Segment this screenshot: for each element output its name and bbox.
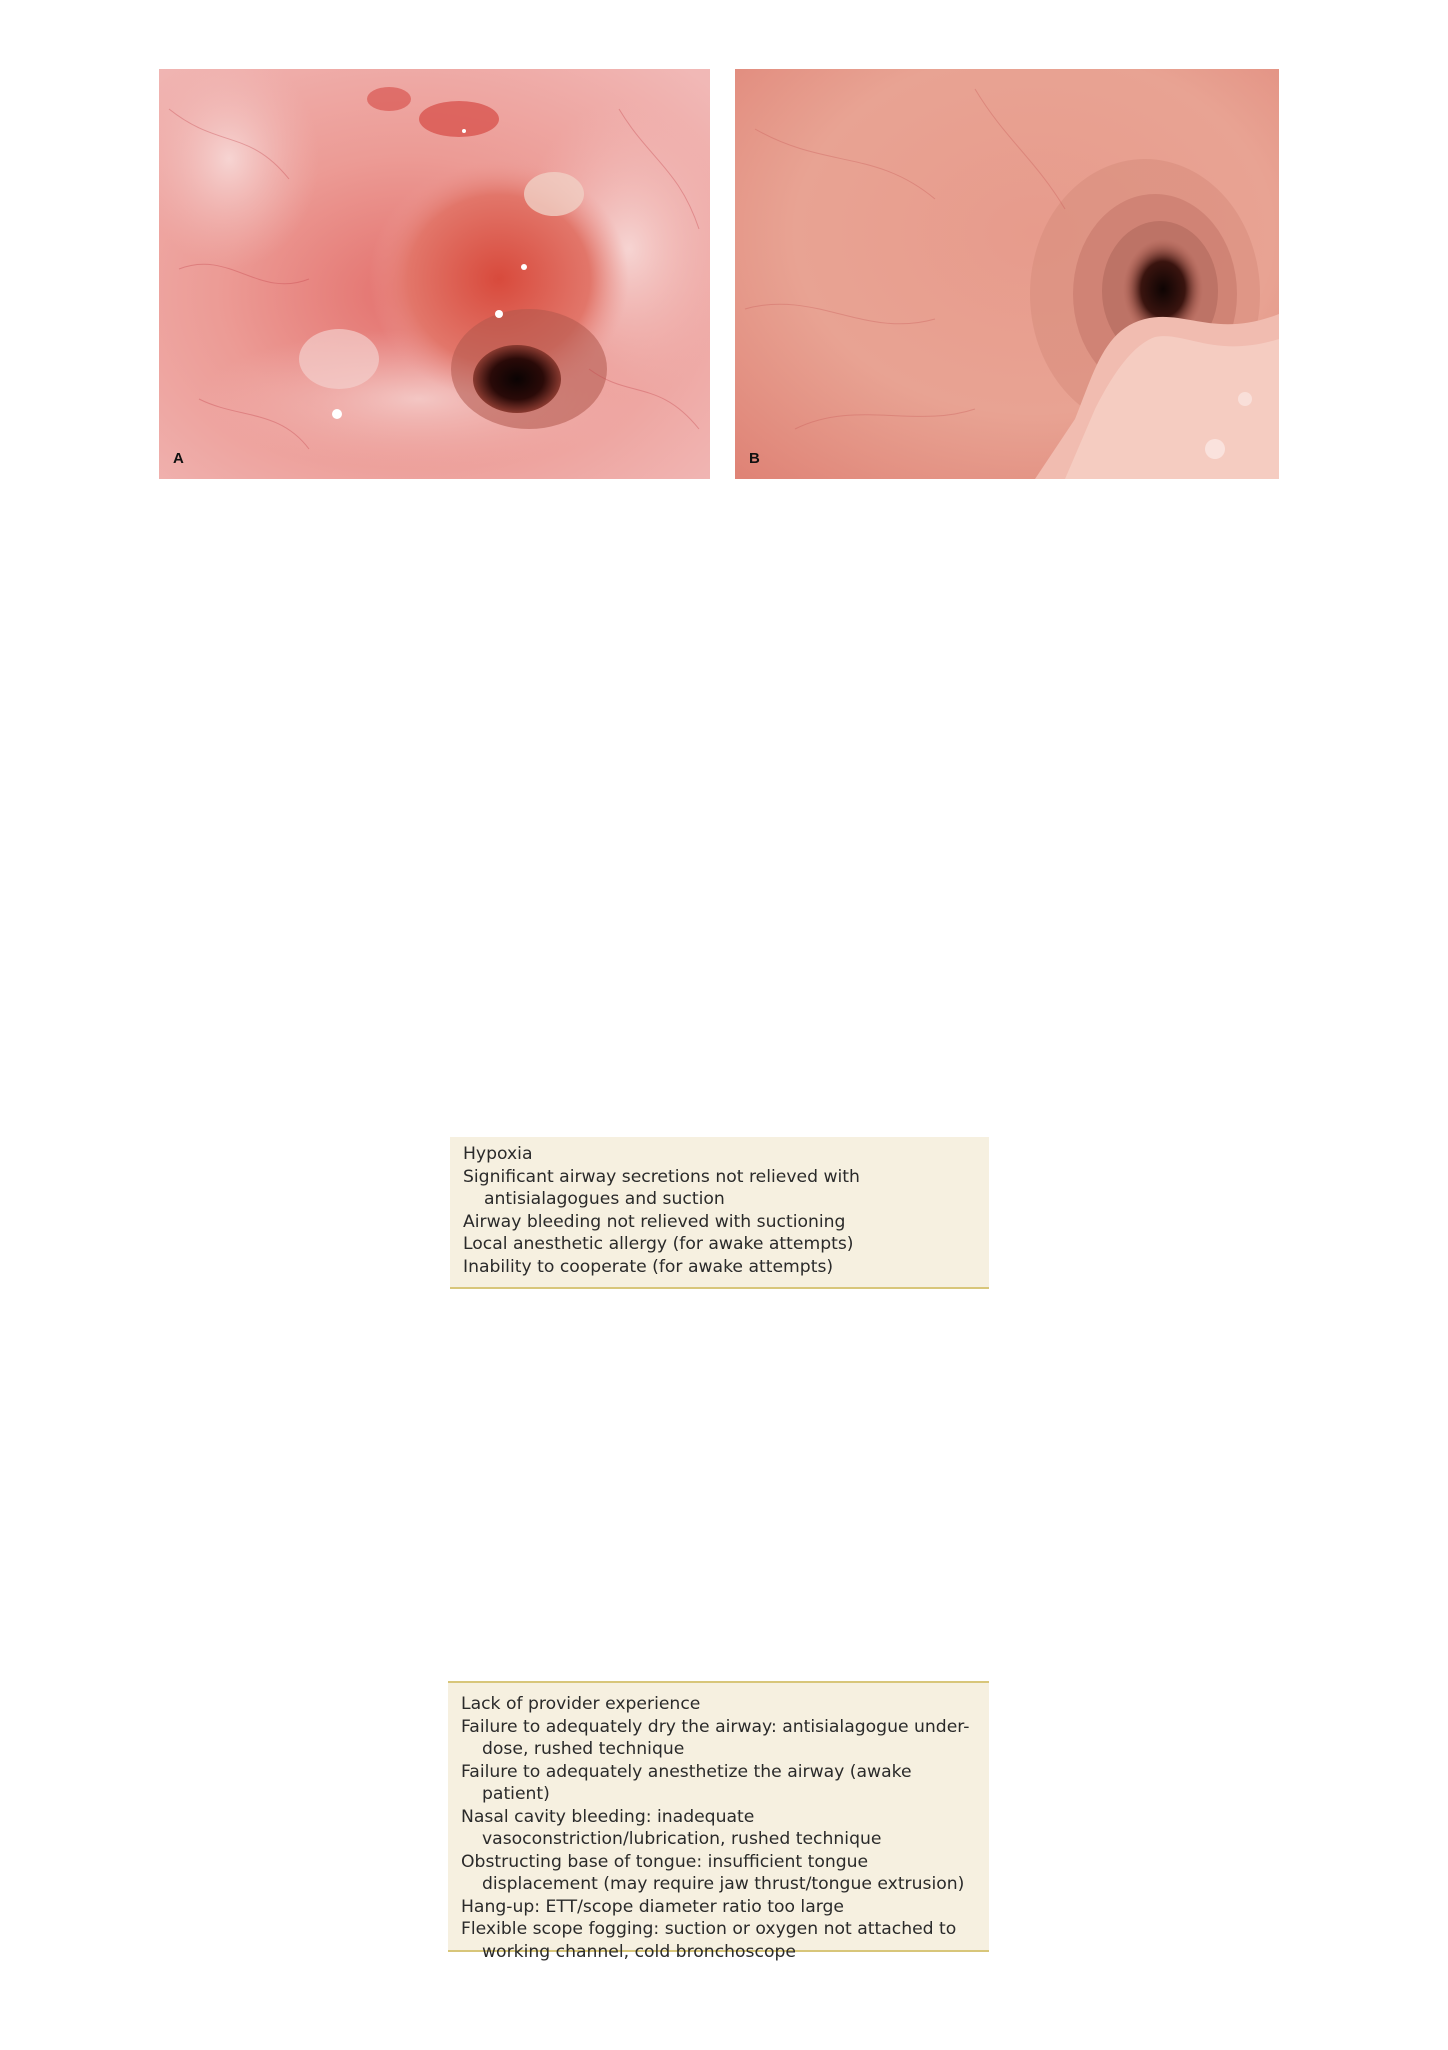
list-item: Hang-up: ETT/scope diameter ratio too large bbox=[461, 1896, 844, 1917]
list-item: Local anesthetic allergy (for awake attempts) bbox=[463, 1234, 854, 1254]
list-item: Lack of provider experience bbox=[461, 1694, 701, 1714]
list-item: Inability to cooperate (for awake attempts) bbox=[463, 1256, 834, 1277]
panel-label-b: B bbox=[749, 450, 760, 467]
panel-label-a: A bbox=[173, 450, 184, 467]
list-item: Nasal cavity bleeding: inadequate vasoconstriction/lubrication, rushed technique bbox=[461, 1806, 882, 1849]
list-item: Flexible scope fogging: suction or oxygen not attached to working channel, cold bronchoscope bbox=[461, 1919, 957, 1962]
endoscopy-image-b bbox=[735, 69, 1279, 479]
failure-causes-list bbox=[461, 1693, 979, 1963]
endoscopy-image-a bbox=[159, 69, 710, 479]
list-item: Significant airway secretions not relieved with antisialagogues and suction bbox=[463, 1166, 860, 1209]
list-item: Failure to adequately anesthetize the airway (awake patient) bbox=[461, 1761, 912, 1804]
list-item: Hypoxia bbox=[463, 1144, 533, 1164]
failure-causes-box bbox=[448, 1681, 989, 1962]
contraindications-list bbox=[463, 1143, 979, 1278]
list-item: Obstructing base of tongue: insufficient tongue displacement (may require jaw thrust/tongue extrusion) bbox=[461, 1851, 965, 1894]
list-item: Failure to adequately dry the airway: antisialagogue under-dose, rushed technique bbox=[461, 1716, 970, 1759]
endoscopy-photo-b bbox=[735, 69, 1279, 479]
contraindications-box bbox=[450, 1137, 989, 1289]
list-item: Airway bleeding not relieved with suctioning bbox=[463, 1211, 846, 1232]
endoscopy-photo-a bbox=[159, 69, 710, 479]
